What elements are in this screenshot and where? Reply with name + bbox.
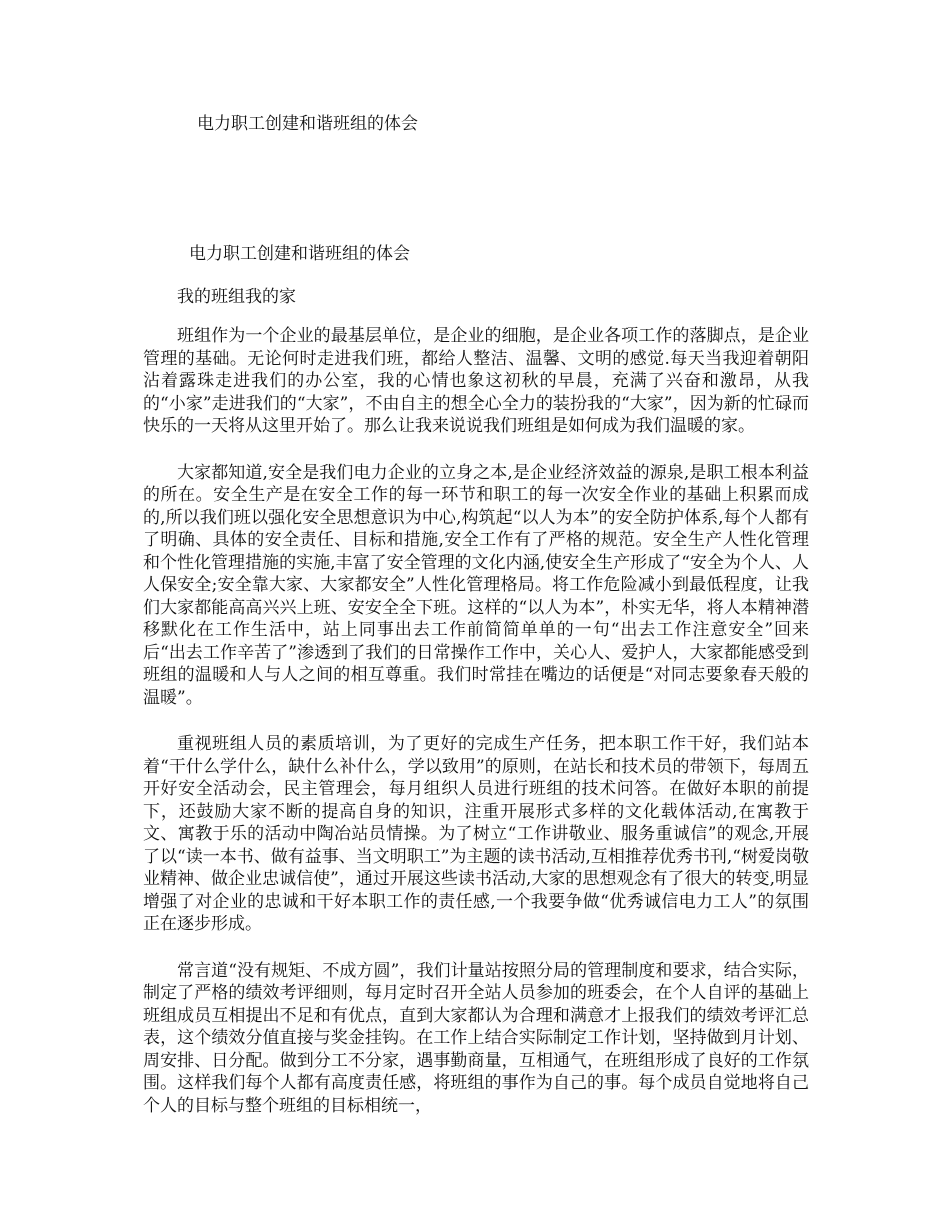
paragraph-1: 班组作为一个企业的最基层单位，是企业的细胞，是企业各项工作的落脚点，是企业管理的基础。无论何时走进我们班，都给人整洁、温馨、文明的感觉.每天当我迎着朝阳沾着露珠走进我们的办公室，我的心情也象这初秋的早晨，充满了兴奋和激昂，从我的“小家”走进我们的“大家”，不由自主的想全心全力的装扮我的“大家”，因为新的忙碌而快乐的一天将从这里开始了。那么让我来说说我们班组是如何成为我们温暖的家。 [143, 326, 809, 436]
document-header-title: 电力职工创建和谐班组的体会 [197, 114, 418, 134]
paragraph-3: 重视班组人员的素质培训，为了更好的完成生产任务，把本职工作干好，我们站本着“干什么学什么，缺什么补什么，学以致用”的原则，在站长和技术员的带领下，每周五开好安全活动会，民主管理会，每月组织人员进行班组的技术问答。在做好本职的前提下，还鼓励大家不断的提高自身的知识，注重开展形式多样的文化载体活动,在寓教于文、寓教于乐的活动中陶冶站员情操。为了树立“工作讲敬业、服务重诚信”的观念,开展了以“读一本书、做有益事、当文明职工”为主题的读书活动,互相推荐优秀书刊,“树爱岗敬业精神、做企业忠诚信使”，通过开展这些读书活动,大家的思想观念有了很大的转变,明显增强了对企业的忠诚和干好本职工作的责任感,一个我要争做“优秀诚信电力工人”的氛围正在逐步形成。 [143, 734, 809, 934]
article-subtitle: 我的班组我的家 [177, 287, 296, 307]
article-title: 电力职工创建和谐班组的体会 [189, 244, 410, 264]
article-body [143, 325, 809, 1141]
paragraph-4: 常言道“没有规矩、不成方圆”，我们计量站按照分局的管理制度和要求，结合实际，制定了严格的绩效考评细则，每月定时召开全站人员参加的班委会，在个人自评的基础上班组成员互相提出不足和有优点，直到大家都认为合理和满意才上报我们的绩效考评汇总表，这个绩效分值直接与奖金挂钩。在工作上结合实际制定工作计划，坚持做到月计划、周安排、日分配。做到分工不分家，遇事勤商量，互相通气，在班组形成了良好的工作氛围。这样我们每个人都有高度责任感，将班组的事作为自己的事。每个成员自觉地将自己个人的目标与整个班组的目标相统一， [143, 960, 809, 1116]
paragraph-2: 大家都知道,安全是我们电力企业的立身之本,是企业经济效益的源泉,是职工根本利益的所在。安全生产是在安全工作的每一环节和职工的每一次安全作业的基础上积累而成的,所以我们班以强化安全思想意识为中心,构筑起“以人为本”的安全防护体系,每个人都有了明确、具体的安全责任、目标和措施,安全工作有了严格的规范。安全生产人性化管理和个性化管理措施的实施,丰富了安全管理的文化内涵,使安全生产形成了“安全为个人、人人保安全;安全靠大家、大家都安全”人性化管理格局。将工作危险减小到最低程度，让我们大家都能高高兴兴上班、安安全全下班。这样的“以人为本”，朴实无华，将人本精神潜移默化在工作生活中，站上同事出去工作前简简单单的一句“出去工作注意安全”回来后“出去工作辛苦了”渗透到了我们的日常操作工作中，关心人、爱护人，大家都能感受到班组的温暖和人与人之间的相互尊重。我们时常挂在嘴边的话便是“对同志要象春天般的温暖”。 [143, 462, 809, 708]
